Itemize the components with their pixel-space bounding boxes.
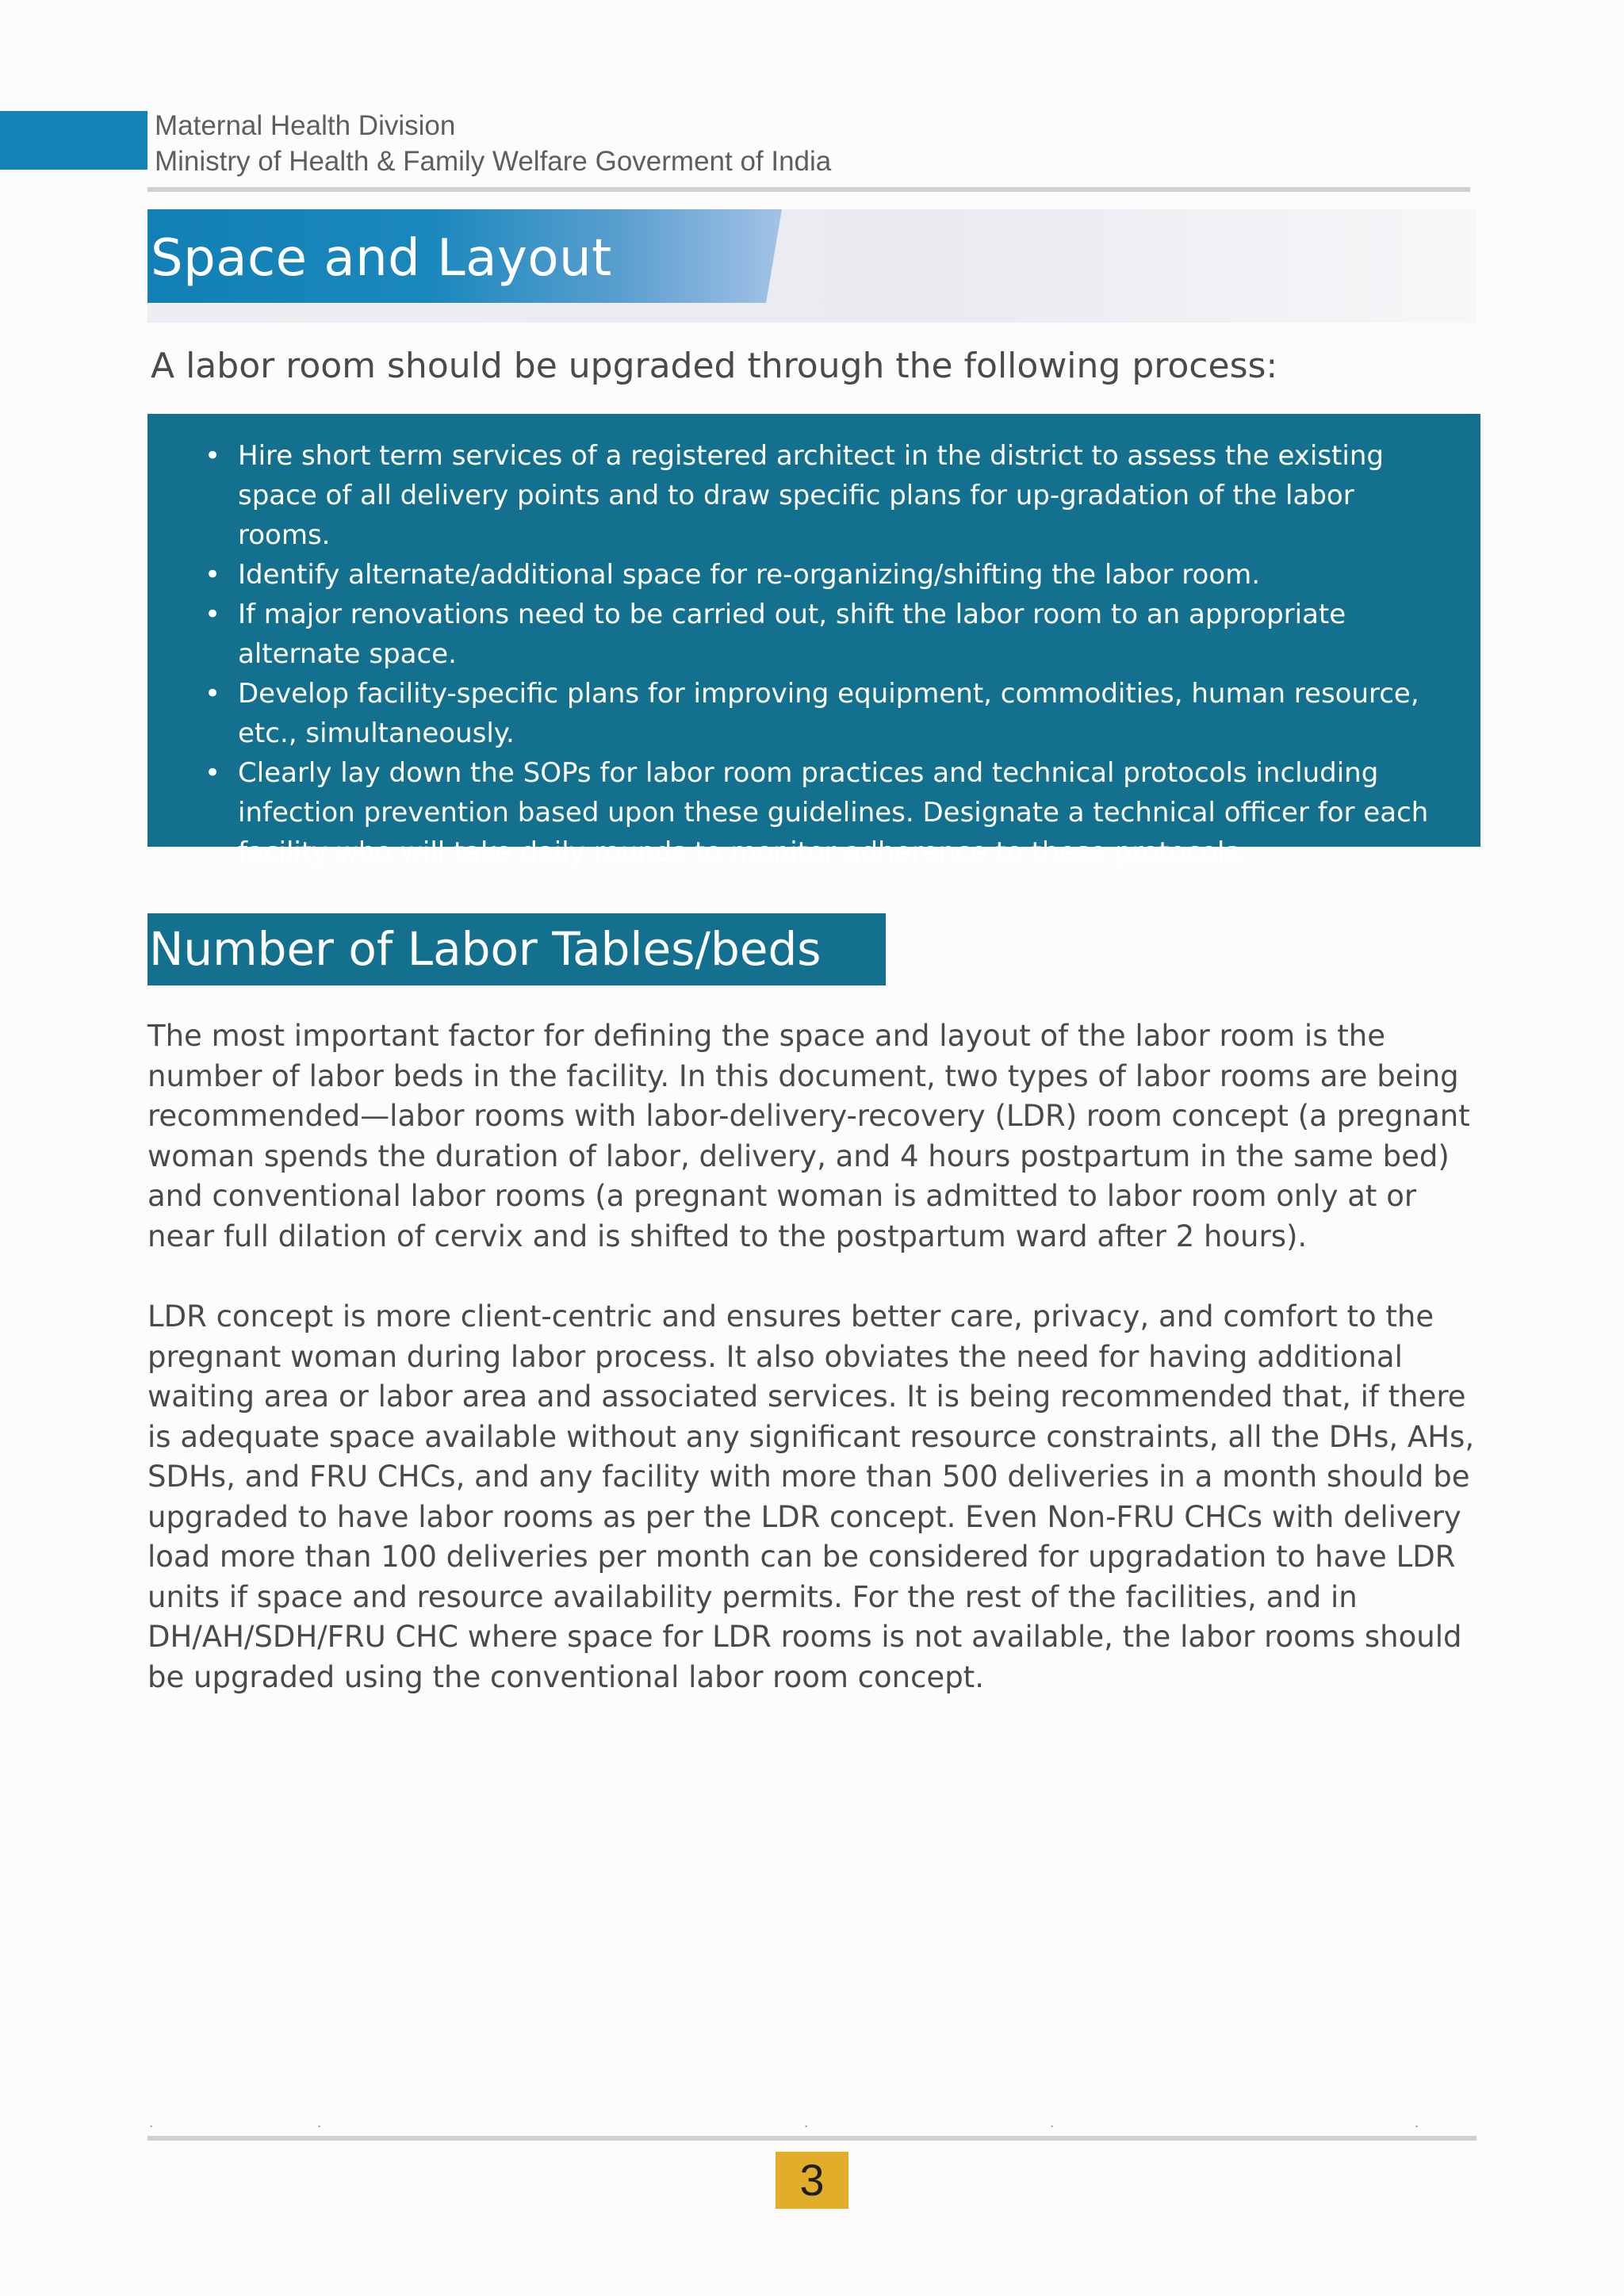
body-paragraph: LDR concept is more client-centric and ensures better care, privacy, and comfort to the pregnant woman during labor process. It also obviates the need for having additional waiting area or labor area and associated services. It is being recommended that, if there is adequate space available without any significant resource constraints, all the DHs, AHs, SDHs, and FRU CHCs, and any facility with more than 500 deliveries in a month should be upgraded to have labor rooms as per the LDR concept. Even Non-FRU CHCs with delivery load more than 100 deliveries per month can be considered for upgradation to have LDR units if space and resource availability permits. For the rest of the facilities, and in DH/AH/SDH/FRU CHC where space for LDR rooms is not available, the labor rooms should be upgraded using the conventional labor room concept. (147, 1299, 1475, 1694)
section-title: Space and Layout (151, 229, 612, 288)
bullet-icon: • (205, 599, 221, 630)
header-division: Maternal Health Division (155, 110, 456, 141)
section-intro: A labor room should be upgraded through the following process: (151, 346, 1278, 386)
footer-rule (147, 2136, 1477, 2141)
footer-dot: . (149, 2115, 154, 2130)
bullet-icon: • (205, 559, 221, 591)
bullet-icon: • (205, 440, 221, 472)
page-number-badge (776, 2152, 848, 2209)
bullet-icon: • (205, 757, 221, 789)
page-number: 3 (799, 2155, 825, 2205)
list-item (198, 436, 1433, 555)
list-item-text: Develop facility-specific plans for improving equipment, commodities, human resource, etc., simultaneously. (238, 678, 1419, 749)
subsection-title: Number of Labor Tables/beds (149, 922, 822, 976)
list-item-text: If major renovations need to be carried out, shift the labor room to an appropriate alternate space. (238, 599, 1346, 670)
body-paragraph: The most important factor for defining the space and layout of the labor room is the number of labor beds in the facility. In this document, two types of labor rooms are being recommended—labor rooms with labor-delivery-recovery (LDR) room concept (a pregnant woman spends the duration of labor, delivery, and 4 hours postpartum in the same bed) and conventional labor rooms (a pregnant woman is admitted to labor room only at or near full dilation of cervix and is shifted to the postpartum ward after 2 hours). (147, 1019, 1470, 1253)
footer-dot: . (1415, 2115, 1419, 2130)
list-item (198, 595, 1433, 674)
process-list (198, 436, 1433, 872)
list-item (198, 753, 1433, 872)
list-item (198, 555, 1433, 595)
footer-dot: . (804, 2115, 809, 2130)
list-item (198, 674, 1433, 753)
footer-dots (147, 2115, 1477, 2131)
running-header (155, 108, 831, 179)
process-box (147, 414, 1480, 868)
list-item-text: Clearly lay down the SOPs for labor room practices and technical protocols including infection prevention based upon these guidelines. Designate a technical officer for each facility who will take daily rounds to monitor adherence to these protocols. (238, 757, 1429, 868)
bullet-icon: • (205, 678, 221, 710)
header-accent-bar (0, 111, 147, 170)
list-item-text: Hire short term services of a registered architect in the district to assess the existing space of all delivery points and to draw specific plans for up-gradation of the labor rooms. (238, 440, 1384, 551)
header-ministry: Ministry of Health & Family Welfare Goverment of India (155, 146, 832, 177)
list-item-text: Identify alternate/additional space for re-organizing/shifting the labor room. (238, 559, 1261, 591)
footer-dot: . (317, 2115, 322, 2130)
header-rule (147, 187, 1470, 192)
footer-dot: . (1050, 2115, 1055, 2130)
